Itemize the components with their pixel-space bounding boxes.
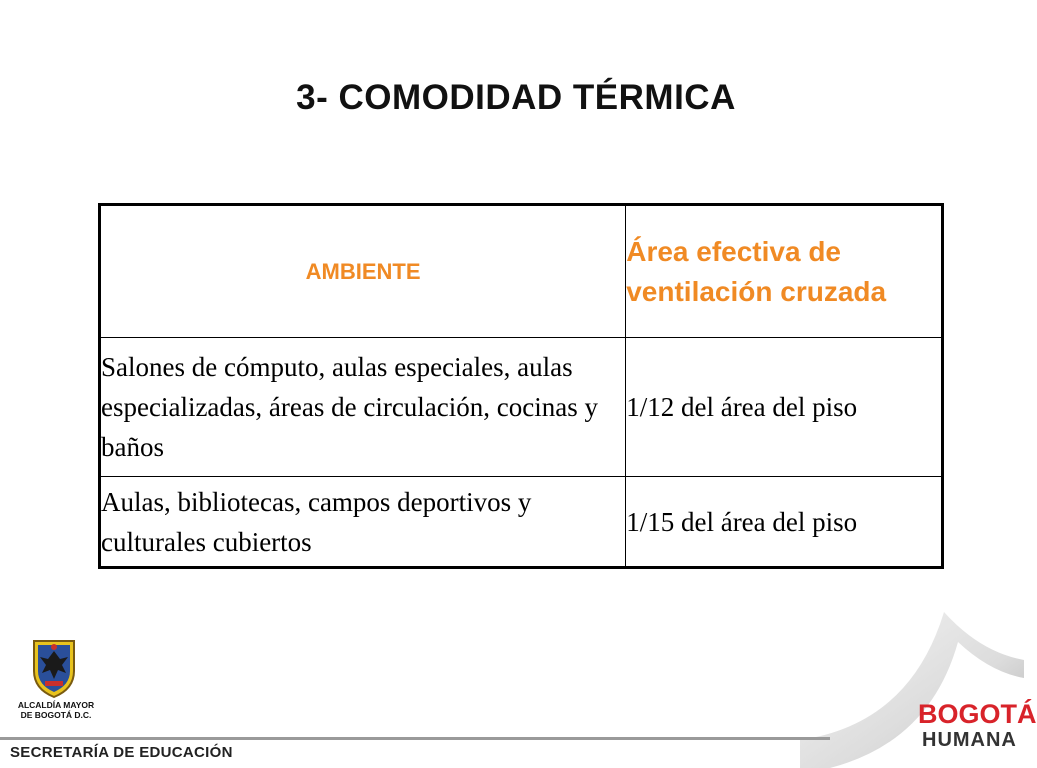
row-ambiente: Salones de cómputo, aulas especiales, aulas especializadas, áreas de circulación, cocinas y baños [100, 338, 626, 477]
alcaldia-label: ALCALDÍA MAYOR DE BOGOTÁ D.C. [17, 700, 95, 720]
brand-wordmark: BOGOTÁ [918, 699, 1037, 729]
footer-department: SECRETARÍA DE EDUCACIÓN [10, 744, 233, 761]
table-row [100, 477, 943, 568]
bogota-humana-logo [918, 700, 1037, 728]
row-area: 1/12 del área del piso [626, 338, 943, 477]
header-area: Área efectiva de ventilación cruzada [626, 205, 943, 338]
table-row [100, 338, 943, 477]
row-area: 1/15 del área del piso [626, 477, 943, 568]
row-ambiente: Aulas, bibliotecas, campos deportivos y culturales cubiertos [100, 477, 626, 568]
footer-divider [0, 737, 830, 740]
brand-subtitle: HUMANA [922, 729, 1017, 751]
bogota-crest-logo [28, 637, 80, 699]
ventilation-table [98, 203, 944, 569]
header-ambiente: AMBIENTE [100, 205, 626, 338]
table-header-row [100, 205, 943, 338]
slide-title: 3- COMODIDAD TÉRMICA [296, 78, 736, 117]
